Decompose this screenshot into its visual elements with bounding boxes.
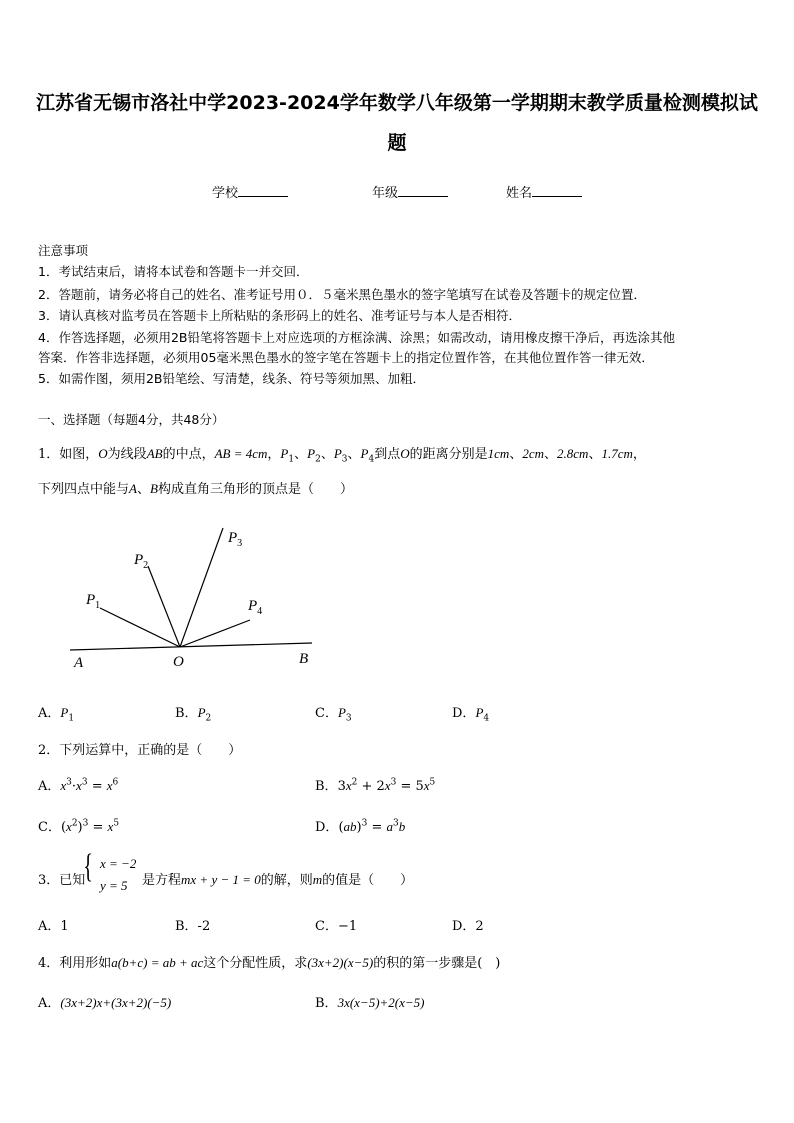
q2-option-a: A．$x^3\cdot x^3 = x^6$ <box>38 777 119 794</box>
q1-option-d: D．$P_4$ <box>452 705 490 724</box>
q3-option-c: C．−1 <box>315 919 358 934</box>
q3-prefix: 3．已知 <box>38 873 86 888</box>
q4-stem: 4．利用形如a(b+c) = ab + ac这个分配性质，求(3x+2)(x−5)的积的第一步骤是( ) <box>38 955 501 971</box>
page-title-cont: 题 <box>387 132 407 154</box>
q1-figure <box>60 520 330 680</box>
label-p2: $P_2$ <box>134 552 149 571</box>
label-b: B <box>299 651 309 667</box>
notice-item: 答案．作答非选择题，必须用05毫米黑色墨水的签字笔在答题卡上的指定位置作答，在其他位置作答一律无效． <box>38 350 654 365</box>
notice-item: 1．考试结束后，请将本试卷和答题卡一并交回． <box>38 264 309 279</box>
label-p3: $P_3$ <box>228 530 243 549</box>
q4-option-b: B．3x(x−5)+2(x−5) <box>315 995 425 1011</box>
notice-item: 3．请认真核对监考员在答题卡上所粘贴的条形码上的姓名、准考证号与本人是否相符． <box>38 308 521 323</box>
q3-option-a: A．1 <box>38 919 69 934</box>
brace-icon: { <box>83 848 94 885</box>
q3-option-b: B．-2 <box>175 919 211 934</box>
q4-option-a: A．(3x+2)x+(3x+2)(−5) <box>38 995 172 1011</box>
page-title: 江苏省无锡市洛社中学2023-2024学年数学八年级第一学期期末教学质量检测模拟试 <box>36 92 758 114</box>
label-p1: $P_1$ <box>86 592 101 611</box>
notice-item: 4．作答选择题，必须用2B铅笔将答题卡上对应选项的方框涂满、涂黑；如需改动，请用橡皮擦干净后，再选涂其他 <box>38 330 675 345</box>
grade-field: 年级 <box>372 182 448 201</box>
q1-stem-line1: 1．如图，O为线段AB的中点，AB = 4cm，$P_1$、$P_2$、$P_3$、$P_4$到点O的距离分别是1cm、2cm、2.8cm、1.7cm， <box>38 446 646 465</box>
q2-option-d: D．$(ab)^3 = a^3b$ <box>315 818 406 835</box>
notice-item: 5．如需作图，须用2B铅笔绘、写清楚，线条、符号等须加黑、加粗． <box>38 371 425 386</box>
q1-stem-line2: 下列四点中能与A、B构成直角三角形的顶点是（ ） <box>38 481 353 497</box>
q1-option-b: B．$P_2$ <box>175 705 212 724</box>
q2-option-b: B．$3x^2 + 2x^3 = 5x^5$ <box>315 777 436 794</box>
label-a: A <box>74 655 84 671</box>
school-field: 学校 <box>212 182 288 201</box>
q2-option-c: C．$(x^2)^3 = x^5$ <box>38 818 120 835</box>
q3-system-line1: x = −2 <box>100 856 137 871</box>
notice-item: 2．答题前，请务必将自己的姓名、准考证号用０．５毫米黑色墨水的签字笔填写在试卷及答题卡的规定位置． <box>38 287 646 302</box>
q2-stem: 2．下列运算中，正确的是（ ） <box>38 743 242 758</box>
notice-heading: 注意事项 <box>38 243 89 258</box>
name-field: 姓名 <box>506 182 582 201</box>
q1-option-a: A．$P_1$ <box>38 705 75 724</box>
label-p4: $P_4$ <box>248 598 263 617</box>
q1-option-c: C．$P_3$ <box>315 705 352 724</box>
section-heading: 一、选择题（每题4分，共48分） <box>38 412 225 427</box>
q3-option-d: D．2 <box>452 919 484 934</box>
label-o: O <box>173 654 184 670</box>
q3-stem: 是方程mx + y − 1 = 0的解，则m的值是（ ） <box>142 872 414 888</box>
q3-system-line2: y = 5 <box>100 878 128 893</box>
